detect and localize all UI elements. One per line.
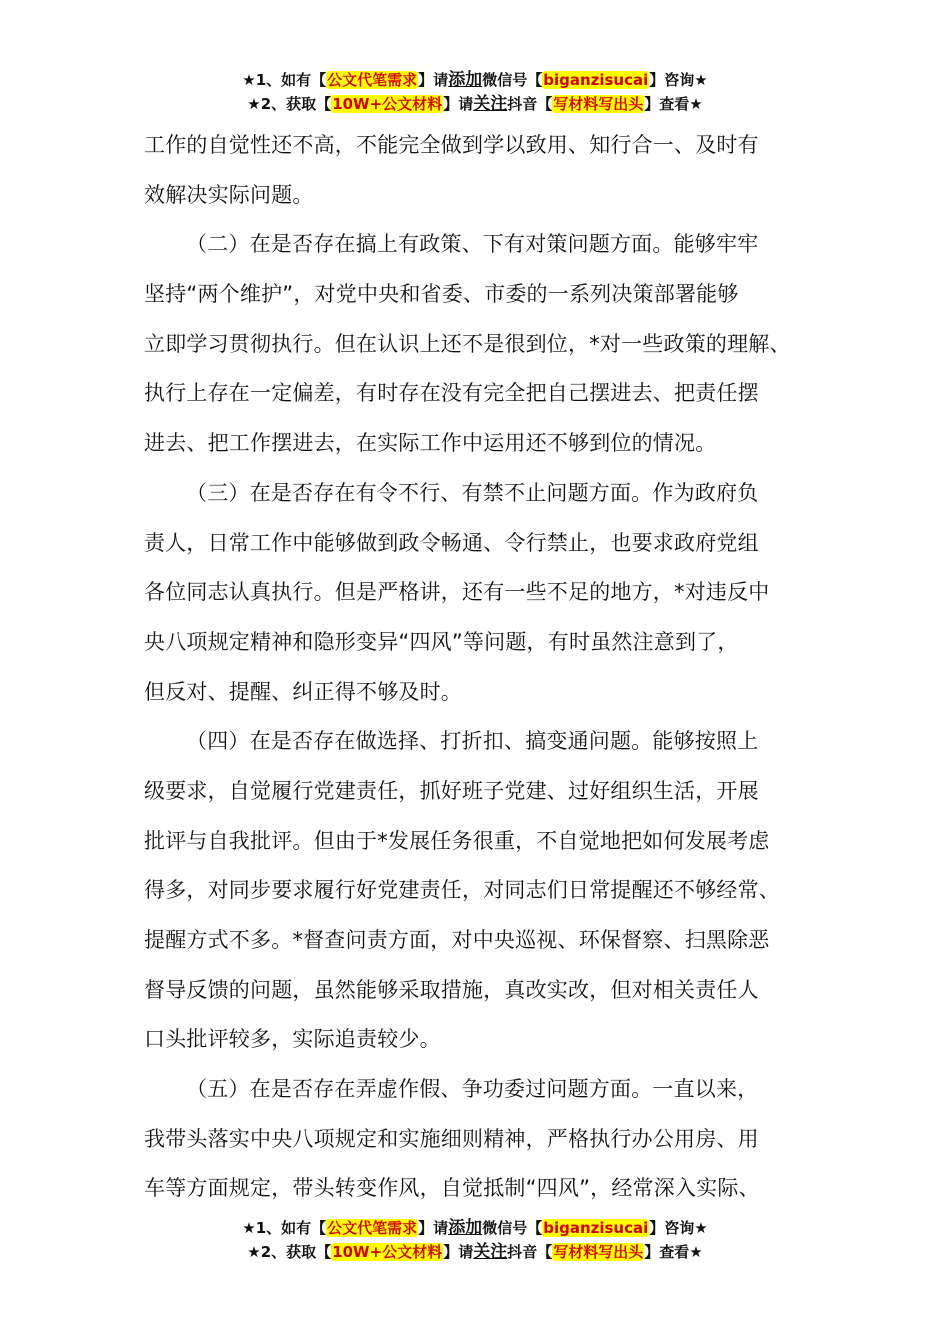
header-text: 】请 — [418, 71, 449, 89]
header-text: 微信号【 — [482, 71, 543, 89]
body-line: 但反对、提醒、纠正得不够及时。 — [144, 679, 462, 704]
douyin-id: 写材料写出头 — [553, 95, 644, 113]
document-body — [144, 121, 824, 1214]
section-heading-line: （五）在是否存在弄虚作假、争功委过问题方面。一直以来， — [186, 1077, 759, 1102]
body-line: 工作的自觉性还不高，不能完全做到学以致用、知行合一、及时有 — [144, 133, 759, 157]
header-line-1 — [0, 68, 950, 92]
body-line: 级要求，自觉履行党建责任，抓好班子党建、过好组织生活，开展 — [144, 778, 759, 803]
highlight-label: 10W+公文材料 — [332, 95, 443, 113]
wechat-id: biganzisucai — [543, 71, 649, 89]
section-heading-line: （二）在是否存在搞上有政策、下有对策问题方面。能够牢牢 — [186, 232, 759, 257]
body-line: 央八项规定精神和隐形变异“四风”等问题，有时虽然注意到了， — [144, 629, 739, 654]
body-line: 提醒方式不多。*督查问责方面，对中央巡视、环保督察、扫黑除恶 — [144, 928, 770, 952]
footer-line-1 — [0, 1216, 950, 1240]
body-line: 各位同志认真执行。但是严格讲，还有一些不足的地方，*对违反中 — [144, 580, 770, 605]
emphasis-text: 关注 — [473, 94, 508, 114]
section-heading-line: （四）在是否存在做选择、打折扣、搞变通问题。能够按照上 — [186, 729, 759, 754]
header-banner — [0, 68, 950, 116]
footer-text: 】请 — [443, 1243, 474, 1261]
body-line: 立即学习贯彻执行。但在认识上还不是很到位，*对一些政策的理解、 — [144, 331, 791, 356]
header-text: 】查看★ — [644, 95, 703, 113]
footer-line-2 — [0, 1240, 950, 1264]
body-line: 执行上存在一定偏差，有时存在没有完全把自己摆进去、把责任摆 — [144, 381, 759, 406]
footer-text: 】查看★ — [644, 1243, 703, 1261]
header-text: 】请 — [443, 95, 474, 113]
emphasis-text: 关注 — [473, 1242, 508, 1262]
body-line: 督导反馈的问题，虽然能够采取措施，真改实改，但对相关责任人 — [144, 977, 759, 1002]
body-line: 效解决实际问题。 — [144, 182, 314, 207]
footer-text: 】请 — [418, 1219, 449, 1237]
footer-text: 微信号【 — [482, 1219, 543, 1237]
section-heading-line: （三）在是否存在有令不行、有禁不止问题方面。作为政府负 — [186, 480, 759, 505]
highlight-label: 公文代笔需求 — [327, 1219, 418, 1237]
body-line: 口头批评较多，实际追责较少。 — [144, 1027, 441, 1052]
body-line: 进去、把工作摆进去，在实际工作中运用还不够到位的情况。 — [144, 431, 717, 456]
highlight-label: 公文代笔需求 — [327, 71, 418, 89]
emphasis-text: 添加 — [448, 70, 483, 90]
footer-text: 抖音【 — [507, 1243, 553, 1261]
body-line: 批评与自我批评。但由于*发展任务很重，不自觉地把如何发展考虑 — [144, 828, 770, 853]
header-line-2 — [0, 92, 950, 116]
header-text: ★2、获取【 — [247, 95, 332, 113]
wechat-id: biganzisucai — [543, 1219, 649, 1237]
body-line: 我带头落实中央八项规定和实施细则精神，严格执行办公用房、用 — [144, 1126, 759, 1151]
body-line: 车等方面规定，带头转变作风，自觉抵制“四风”，经常深入实际、 — [144, 1176, 760, 1201]
douyin-id: 写材料写出头 — [553, 1243, 644, 1261]
body-line: 责人，日常工作中能够做到政令畅通、令行禁止，也要求政府党组 — [144, 530, 759, 555]
emphasis-text: 添加 — [448, 1218, 483, 1238]
footer-banner — [0, 1216, 950, 1264]
header-text: ★1、如有【 — [242, 71, 327, 89]
highlight-label: 10W+公文材料 — [332, 1243, 443, 1261]
header-text: 抖音【 — [507, 95, 553, 113]
header-text: 】咨询★ — [649, 71, 708, 89]
body-line: 坚持“两个维护”，对党中央和省委、市委的一系列决策部署能够 — [144, 282, 739, 307]
body-line: 得多，对同步要求履行好党建责任，对同志们日常提醒还不够经常、 — [144, 878, 780, 903]
footer-text: ★2、获取【 — [247, 1243, 332, 1261]
footer-text: 】咨询★ — [649, 1219, 708, 1237]
footer-text: ★1、如有【 — [242, 1219, 327, 1237]
